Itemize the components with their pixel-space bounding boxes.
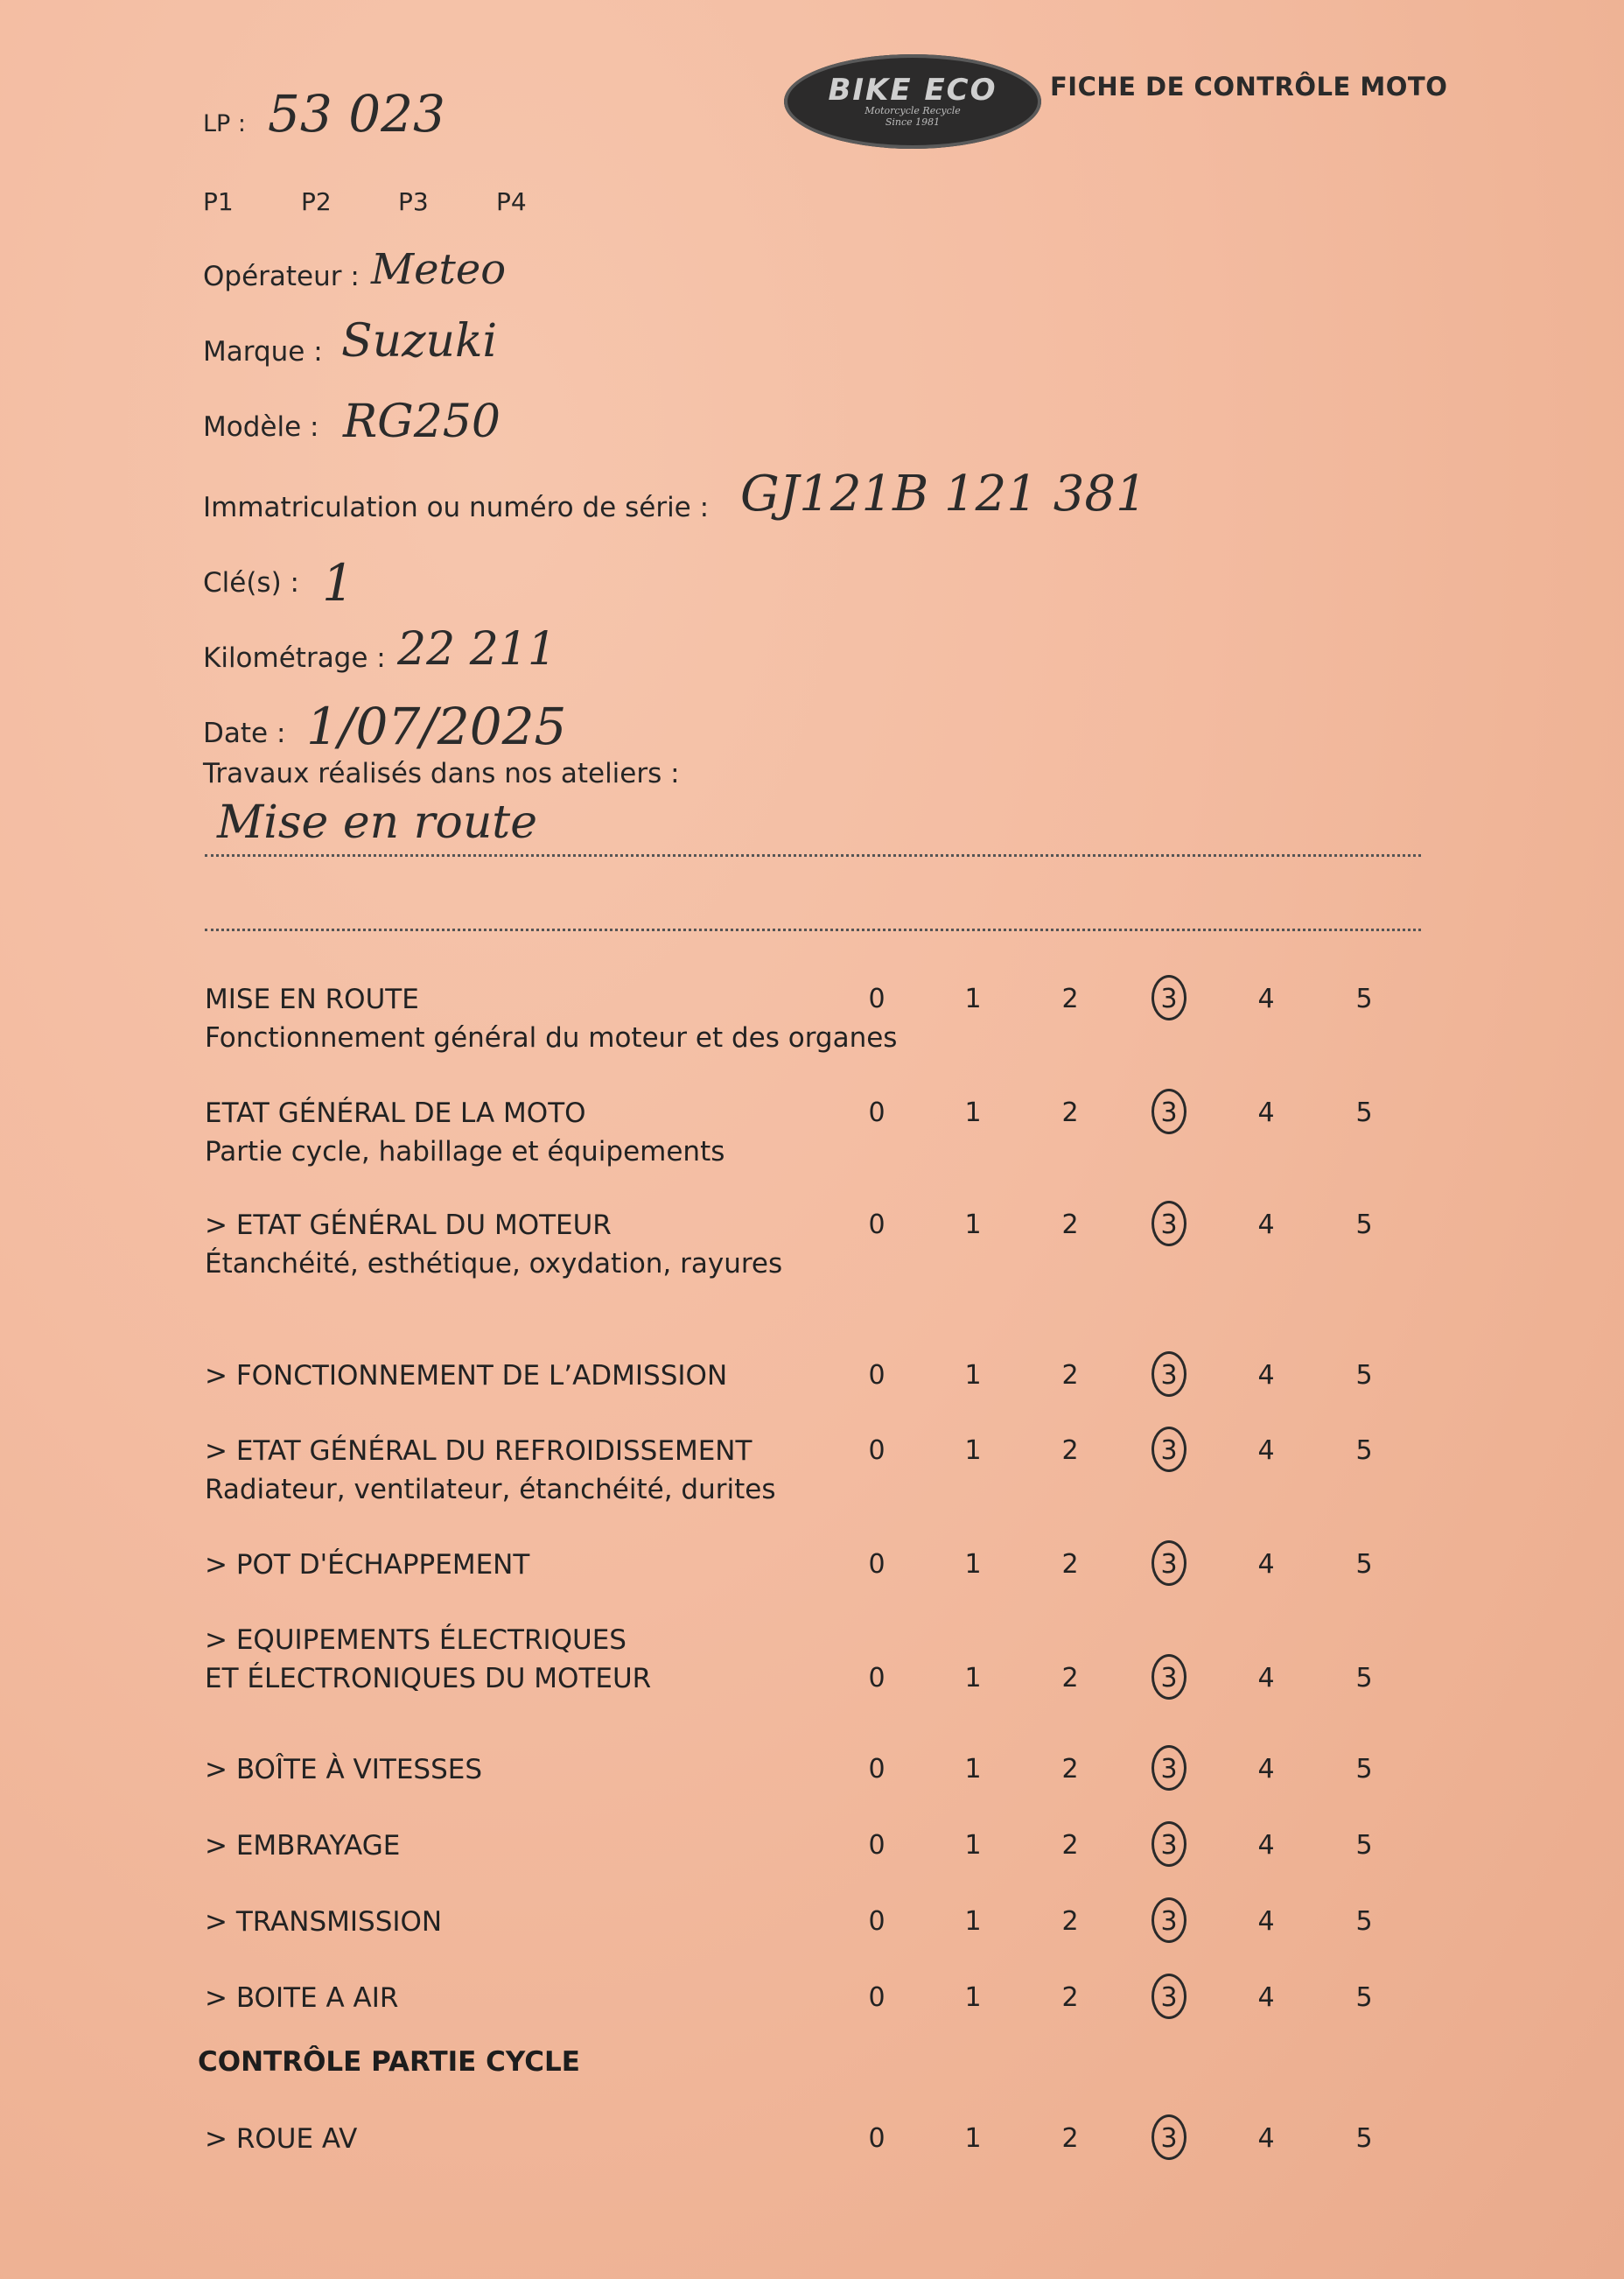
score-option-0[interactable]: 0 [868,1097,886,1128]
score-option-5[interactable]: 5 [1355,2123,1373,2154]
score-option-4[interactable]: 4 [1257,1754,1275,1785]
score-option-5[interactable]: 5 [1355,1210,1373,1240]
score-option-2[interactable]: 2 [1061,2123,1079,2154]
selected-score-circle [1152,1351,1186,1397]
score-option-2[interactable]: 2 [1061,1830,1079,1861]
score-option-5[interactable]: 5 [1355,1360,1373,1391]
score-option-4[interactable]: 4 [1257,1663,1275,1693]
registration-value[interactable]: GJ121B 121 381 [740,466,1147,522]
check-title: > ROUE AV [205,2123,358,2155]
score-option-0[interactable]: 0 [868,1906,886,1937]
score-option-3[interactable]: 3 [1160,1360,1178,1391]
score-option-2[interactable]: 2 [1061,1549,1079,1580]
selected-score-circle [1152,975,1186,1020]
brand-value[interactable]: Suzuki [341,315,498,368]
score-option-5[interactable]: 5 [1355,1754,1373,1785]
works-line-2 [205,929,1421,931]
selected-score-circle [1152,1745,1186,1791]
check-subtitle: Radiateur, ventilateur, étanchéité, durites [205,1474,776,1505]
selected-score-circle [1152,1821,1186,1867]
selected-score-circle [1152,1974,1186,2019]
score-option-3[interactable]: 3 [1160,2123,1178,2154]
score-option-0[interactable]: 0 [868,1982,886,2013]
score-option-4[interactable]: 4 [1257,984,1275,1014]
selected-score-circle [1152,1089,1186,1134]
score-option-0[interactable]: 0 [868,1360,886,1391]
score-option-3[interactable]: 3 [1160,1982,1178,2013]
selected-score-circle [1152,1897,1186,1943]
score-option-3[interactable]: 3 [1160,1663,1178,1693]
score-option-2[interactable]: 2 [1061,1754,1079,1785]
date-label: Date : [203,718,286,749]
works-line-1 [205,854,1421,857]
selected-score-circle [1152,1540,1186,1586]
score-option-2[interactable]: 2 [1061,1906,1079,1937]
score-option-3[interactable]: 3 [1160,984,1178,1014]
score-option-3[interactable]: 3 [1160,1435,1178,1466]
score-option-1[interactable]: 1 [964,1754,982,1785]
score-option-5[interactable]: 5 [1355,984,1373,1014]
score-option-1[interactable]: 1 [964,2123,982,2154]
score-option-1[interactable]: 1 [964,1663,982,1693]
selected-score-circle [1152,1201,1186,1246]
score-option-4[interactable]: 4 [1257,1830,1275,1861]
score-option-1[interactable]: 1 [964,1982,982,2013]
score-option-2[interactable]: 2 [1061,1663,1079,1693]
selected-score-circle [1152,2114,1186,2160]
score-option-2[interactable]: 2 [1061,1982,1079,2013]
position-p4[interactable]: P4 [496,187,527,216]
score-option-0[interactable]: 0 [868,1663,886,1693]
model-value[interactable]: RG250 [343,396,500,448]
score-option-5[interactable]: 5 [1355,1906,1373,1937]
score-option-0[interactable]: 0 [868,1549,886,1580]
check-title: MISE EN ROUTE [205,984,419,1015]
score-option-0[interactable]: 0 [868,984,886,1014]
score-option-0[interactable]: 0 [868,1210,886,1240]
brand-label: Marque : [203,336,323,368]
score-option-3[interactable]: 3 [1160,1210,1178,1240]
keys-label: Clé(s) : [203,567,299,599]
selected-score-circle [1152,1654,1186,1700]
score-option-2[interactable]: 2 [1061,984,1079,1014]
score-option-4[interactable]: 4 [1257,1906,1275,1937]
score-option-5[interactable]: 5 [1355,1097,1373,1128]
registration-label: Immatriculation ou numéro de série : [203,492,710,523]
logo-since: Since 1981 [885,116,941,128]
score-option-4[interactable]: 4 [1257,1360,1275,1391]
date-value[interactable]: 1/07/2025 [306,697,567,756]
mileage-label: Kilométrage : [203,642,386,674]
check-title: > EMBRAYAGE [205,1830,401,1862]
score-option-0[interactable]: 0 [868,1754,886,1785]
selected-score-circle [1152,1427,1186,1472]
score-option-1[interactable]: 1 [964,1830,982,1861]
position-p2[interactable]: P2 [301,187,332,216]
score-option-0[interactable]: 0 [868,1435,886,1466]
check-subtitle: Fonctionnement général du moteur et des organes [205,1022,898,1054]
score-option-1[interactable]: 1 [964,1435,982,1466]
score-option-3[interactable]: 3 [1160,1097,1178,1128]
model-label: Modèle : [203,411,319,443]
check-title: > POT D'ÉCHAPPEMENT [205,1549,530,1581]
works-value[interactable]: Mise en route [217,796,537,849]
score-option-2[interactable]: 2 [1061,1097,1079,1128]
keys-value[interactable]: 1 [322,553,354,613]
score-option-4[interactable]: 4 [1257,1549,1275,1580]
score-option-3[interactable]: 3 [1160,1906,1178,1937]
score-option-4[interactable]: 4 [1257,1435,1275,1466]
score-option-5[interactable]: 5 [1355,1549,1373,1580]
check-title: > EQUIPEMENTS ÉLECTRIQUES [205,1624,626,1656]
works-label: Travaux réalisés dans nos ateliers : [203,758,680,789]
score-option-5[interactable]: 5 [1355,1663,1373,1693]
logo-text: BIKE ECO [828,73,998,108]
check-title: > BOITE A AIR [205,1982,399,2014]
score-option-2[interactable]: 2 [1061,1210,1079,1240]
check-title: ETAT GÉNÉRAL DE LA MOTO [205,1097,586,1129]
score-option-5[interactable]: 5 [1355,1982,1373,2013]
score-option-4[interactable]: 4 [1257,1097,1275,1128]
score-option-5[interactable]: 5 [1355,1830,1373,1861]
score-option-1[interactable]: 1 [964,1906,982,1937]
score-option-1[interactable]: 1 [964,1549,982,1580]
score-option-2[interactable]: 2 [1061,1435,1079,1466]
check-subtitle: Partie cycle, habillage et équipements [205,1136,725,1168]
score-option-5[interactable]: 5 [1355,1435,1373,1466]
score-option-4[interactable]: 4 [1257,1982,1275,2013]
check-subtitle: Étanchéité, esthétique, oxydation, rayures [205,1248,783,1280]
check-subtitle: ET ÉLECTRONIQUES DU MOTEUR [205,1663,652,1694]
score-option-0[interactable]: 0 [868,2123,886,2154]
operator-value[interactable]: Meteo [371,245,507,294]
logo-subtitle: Motorcycle Recycle [864,105,961,116]
document-title: FICHE DE CONTRÔLE MOTO [1050,72,1448,102]
score-option-3[interactable]: 3 [1160,1830,1178,1861]
score-option-2[interactable]: 2 [1061,1360,1079,1391]
score-option-4[interactable]: 4 [1257,1210,1275,1240]
check-title: > BOÎTE À VITESSES [205,1754,483,1785]
section-title-cycle: CONTRÔLE PARTIE CYCLE [198,2046,580,2078]
check-title: > FONCTIONNEMENT DE L’ADMISSION [205,1360,728,1392]
bike-eco-logo [784,54,1041,149]
score-option-1[interactable]: 1 [964,1210,982,1240]
score-option-0[interactable]: 0 [868,1830,886,1861]
score-option-1[interactable]: 1 [964,1097,982,1128]
score-option-1[interactable]: 1 [964,1360,982,1391]
check-title: > TRANSMISSION [205,1906,443,1938]
score-option-3[interactable]: 3 [1160,1549,1178,1580]
score-option-1[interactable]: 1 [964,984,982,1014]
lp-label: LP : [203,110,247,137]
score-option-4[interactable]: 4 [1257,2123,1275,2154]
operator-label: Opérateur : [203,261,360,292]
check-title: > ETAT GÉNÉRAL DU REFROIDISSEMENT [205,1435,752,1467]
position-p3[interactable]: P3 [398,187,429,216]
mileage-value[interactable]: 22 211 [397,623,556,676]
position-p1[interactable]: P1 [203,187,234,216]
score-option-3[interactable]: 3 [1160,1754,1178,1785]
check-title: > ETAT GÉNÉRAL DU MOTEUR [205,1210,612,1241]
lp-value[interactable]: 53 023 [268,84,445,144]
